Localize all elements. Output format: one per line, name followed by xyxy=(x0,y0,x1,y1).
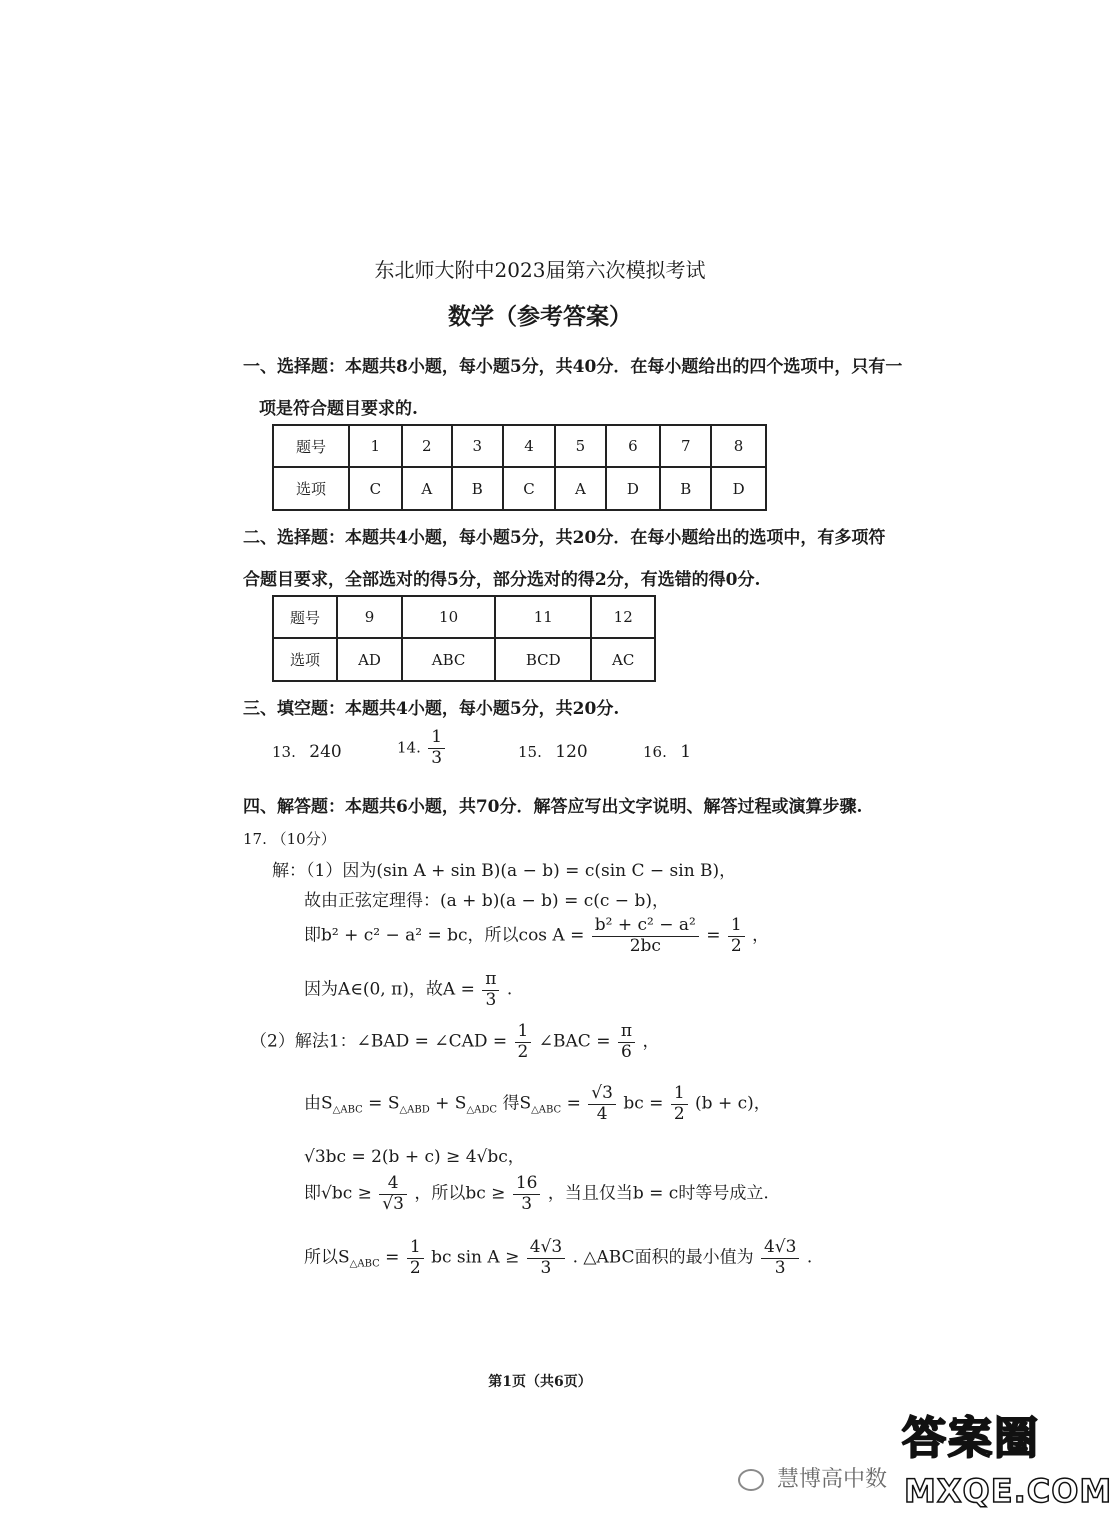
solution-line-4: 因为A∈(0, π)，故A = $\frac{\pi}{3}$ . xyxy=(304,969,513,1010)
table-cell: A xyxy=(402,467,452,510)
fraction: $\frac{1}{2}$ xyxy=(407,1238,424,1278)
section3-heading: 三、填空题：本题共4小题，每小题5分，共20分. xyxy=(243,699,620,719)
answer-13 xyxy=(272,742,342,762)
question-number: 16. xyxy=(643,743,667,761)
table-cell: 6 xyxy=(606,425,661,467)
table-cell: 4 xyxy=(503,425,556,467)
answer-16 xyxy=(643,742,691,762)
fraction: $\frac{4√3}{3}$ xyxy=(527,1238,565,1278)
table-row xyxy=(273,596,655,638)
wechat-watermark: 慧博高中数 xyxy=(738,1462,887,1493)
table-cell: 12 xyxy=(591,596,655,638)
question-number: 14. xyxy=(397,738,421,757)
table-cell: A xyxy=(555,467,605,510)
solution-line-3: 即b² + c² − a² = bc，所以cos A = $\frac{\text{b² + c² − a²}}{2bc}$ = $\frac{1}{2}$ ， xyxy=(304,915,770,956)
exam-title: 东北师大附中2023届第六次模拟考试 xyxy=(374,258,706,282)
answer-14 xyxy=(397,728,447,768)
table-cell: 9 xyxy=(337,596,402,638)
table-cell: D xyxy=(711,467,766,510)
table-cell: AD xyxy=(337,638,402,681)
answer-value: 240 xyxy=(309,742,342,762)
section2-answer-table xyxy=(272,595,656,682)
fraction: $\frac{√3}{4}$ xyxy=(588,1084,616,1124)
row-label: 选项 xyxy=(273,467,349,510)
row-label: 题号 xyxy=(273,425,349,467)
fraction: $\frac{1}{2}$ xyxy=(671,1084,688,1124)
row-label: 题号 xyxy=(273,596,337,638)
fraction: $\frac{1}{2}$ xyxy=(515,1022,532,1062)
section1-heading-cont: 项是符合题目要求的. xyxy=(259,399,418,419)
question-number: 13. xyxy=(272,743,296,761)
section1-heading: 一、选择题：本题共8小题，每小题5分，共40分．在每小题给出的四个选项中，只有一 xyxy=(243,357,903,377)
section2-heading: 二、选择题：本题共4小题，每小题5分，共20分．在每小题给出的选项中，有多项符 xyxy=(243,528,886,548)
question-17-label: 17. （10分） xyxy=(243,830,336,848)
row-label: 选项 xyxy=(273,638,337,681)
table-cell: 2 xyxy=(402,425,452,467)
fraction: $\frac{1}{3}$ xyxy=(428,728,445,768)
page-number: 第1页（共6页） xyxy=(488,1374,592,1390)
table-cell: 10 xyxy=(402,596,495,638)
fraction: $\frac{\pi}{6}$ xyxy=(618,1022,635,1062)
solution-line-2: 故由正弦定理得：(a + b)(a − b) = c(c − b)， xyxy=(304,891,669,911)
table-cell: ABC xyxy=(402,638,495,681)
table-row xyxy=(273,638,655,681)
table-cell: C xyxy=(503,467,556,510)
table-cell: 5 xyxy=(555,425,605,467)
fraction: $\frac{4√3}{3}$ xyxy=(761,1238,799,1278)
table-cell: D xyxy=(606,467,661,510)
part2-line-3: √3bc = 2(b + c) ≥ 4√bc， xyxy=(304,1147,525,1167)
part2-line-5: 所以$S_{\triangle ABC}$ = $\frac{1}{2}$ bc sin A ≥ $\frac{4√3}{3}$ . △ABC面积的最小值为 $\frac{4√3}{3}$ . xyxy=(304,1237,813,1278)
question-number: 15. xyxy=(518,743,542,761)
answer-value: 120 xyxy=(555,742,588,762)
part2-line-4: 即√bc ≥ $\frac{4}{√3}$ ，所以bc ≥ $\frac{16}{3}$ ，当且仅当b = c时等号成立. xyxy=(304,1173,769,1214)
fraction: $\frac{\text{b² + c² − a²}}{2bc}$ xyxy=(592,916,699,956)
answer-value: 1 xyxy=(680,742,692,762)
table-cell: C xyxy=(349,467,402,510)
table-cell: 3 xyxy=(452,425,503,467)
wechat-icon xyxy=(738,1469,764,1491)
logo-text: 答案圈 xyxy=(902,1413,1040,1464)
answer-15 xyxy=(518,742,588,762)
site-logo-watermark xyxy=(898,1400,1112,1524)
part2-line-2: 由$S_{\triangle ABC} = S_{\triangle ABD} + S_{\triangle ADC}$ 得$S_{\triangle ABC}$ = $\frac{√3}{4}$ bc = $\frac{1}{2}$ (b + c)， xyxy=(304,1083,771,1124)
site-url: MXQE.COM xyxy=(904,1472,1112,1510)
table-cell: BCD xyxy=(495,638,591,681)
section1-answer-table xyxy=(272,424,767,511)
table-cell: 8 xyxy=(711,425,766,467)
part2-line-1: （2）解法1：∠BAD = ∠CAD = $\frac{1}{2}$ ∠BAC = $\frac{\pi}{6}$ ， xyxy=(250,1021,660,1062)
table-cell: 1 xyxy=(349,425,402,467)
table-cell: B xyxy=(452,467,503,510)
table-row xyxy=(273,467,766,510)
page-subtitle: 数学（参考答案） xyxy=(448,303,632,330)
table-cell: 11 xyxy=(495,596,591,638)
table-row xyxy=(273,425,766,467)
fraction: $\frac{4}{√3}$ xyxy=(379,1174,407,1214)
solution-line-1: 解：（1）因为(sin A + sin B)(a − b) = c(sin C − sin B)， xyxy=(272,861,737,881)
table-cell: AC xyxy=(591,638,655,681)
fraction: $\frac{\pi}{3}$ xyxy=(482,970,499,1010)
section2-heading-cont: 合题目要求，全部选对的得5分，部分选对的得2分，有选错的得0分. xyxy=(243,570,761,590)
section4-heading: 四、解答题：本题共6小题，共70分．解答应写出文字说明、解答过程或演算步骤. xyxy=(243,797,863,817)
table-cell: B xyxy=(660,467,711,510)
table-cell: 7 xyxy=(660,425,711,467)
fraction: $\frac{16}{3}$ xyxy=(513,1174,541,1214)
fraction: $\frac{1}{2}$ xyxy=(728,916,745,956)
